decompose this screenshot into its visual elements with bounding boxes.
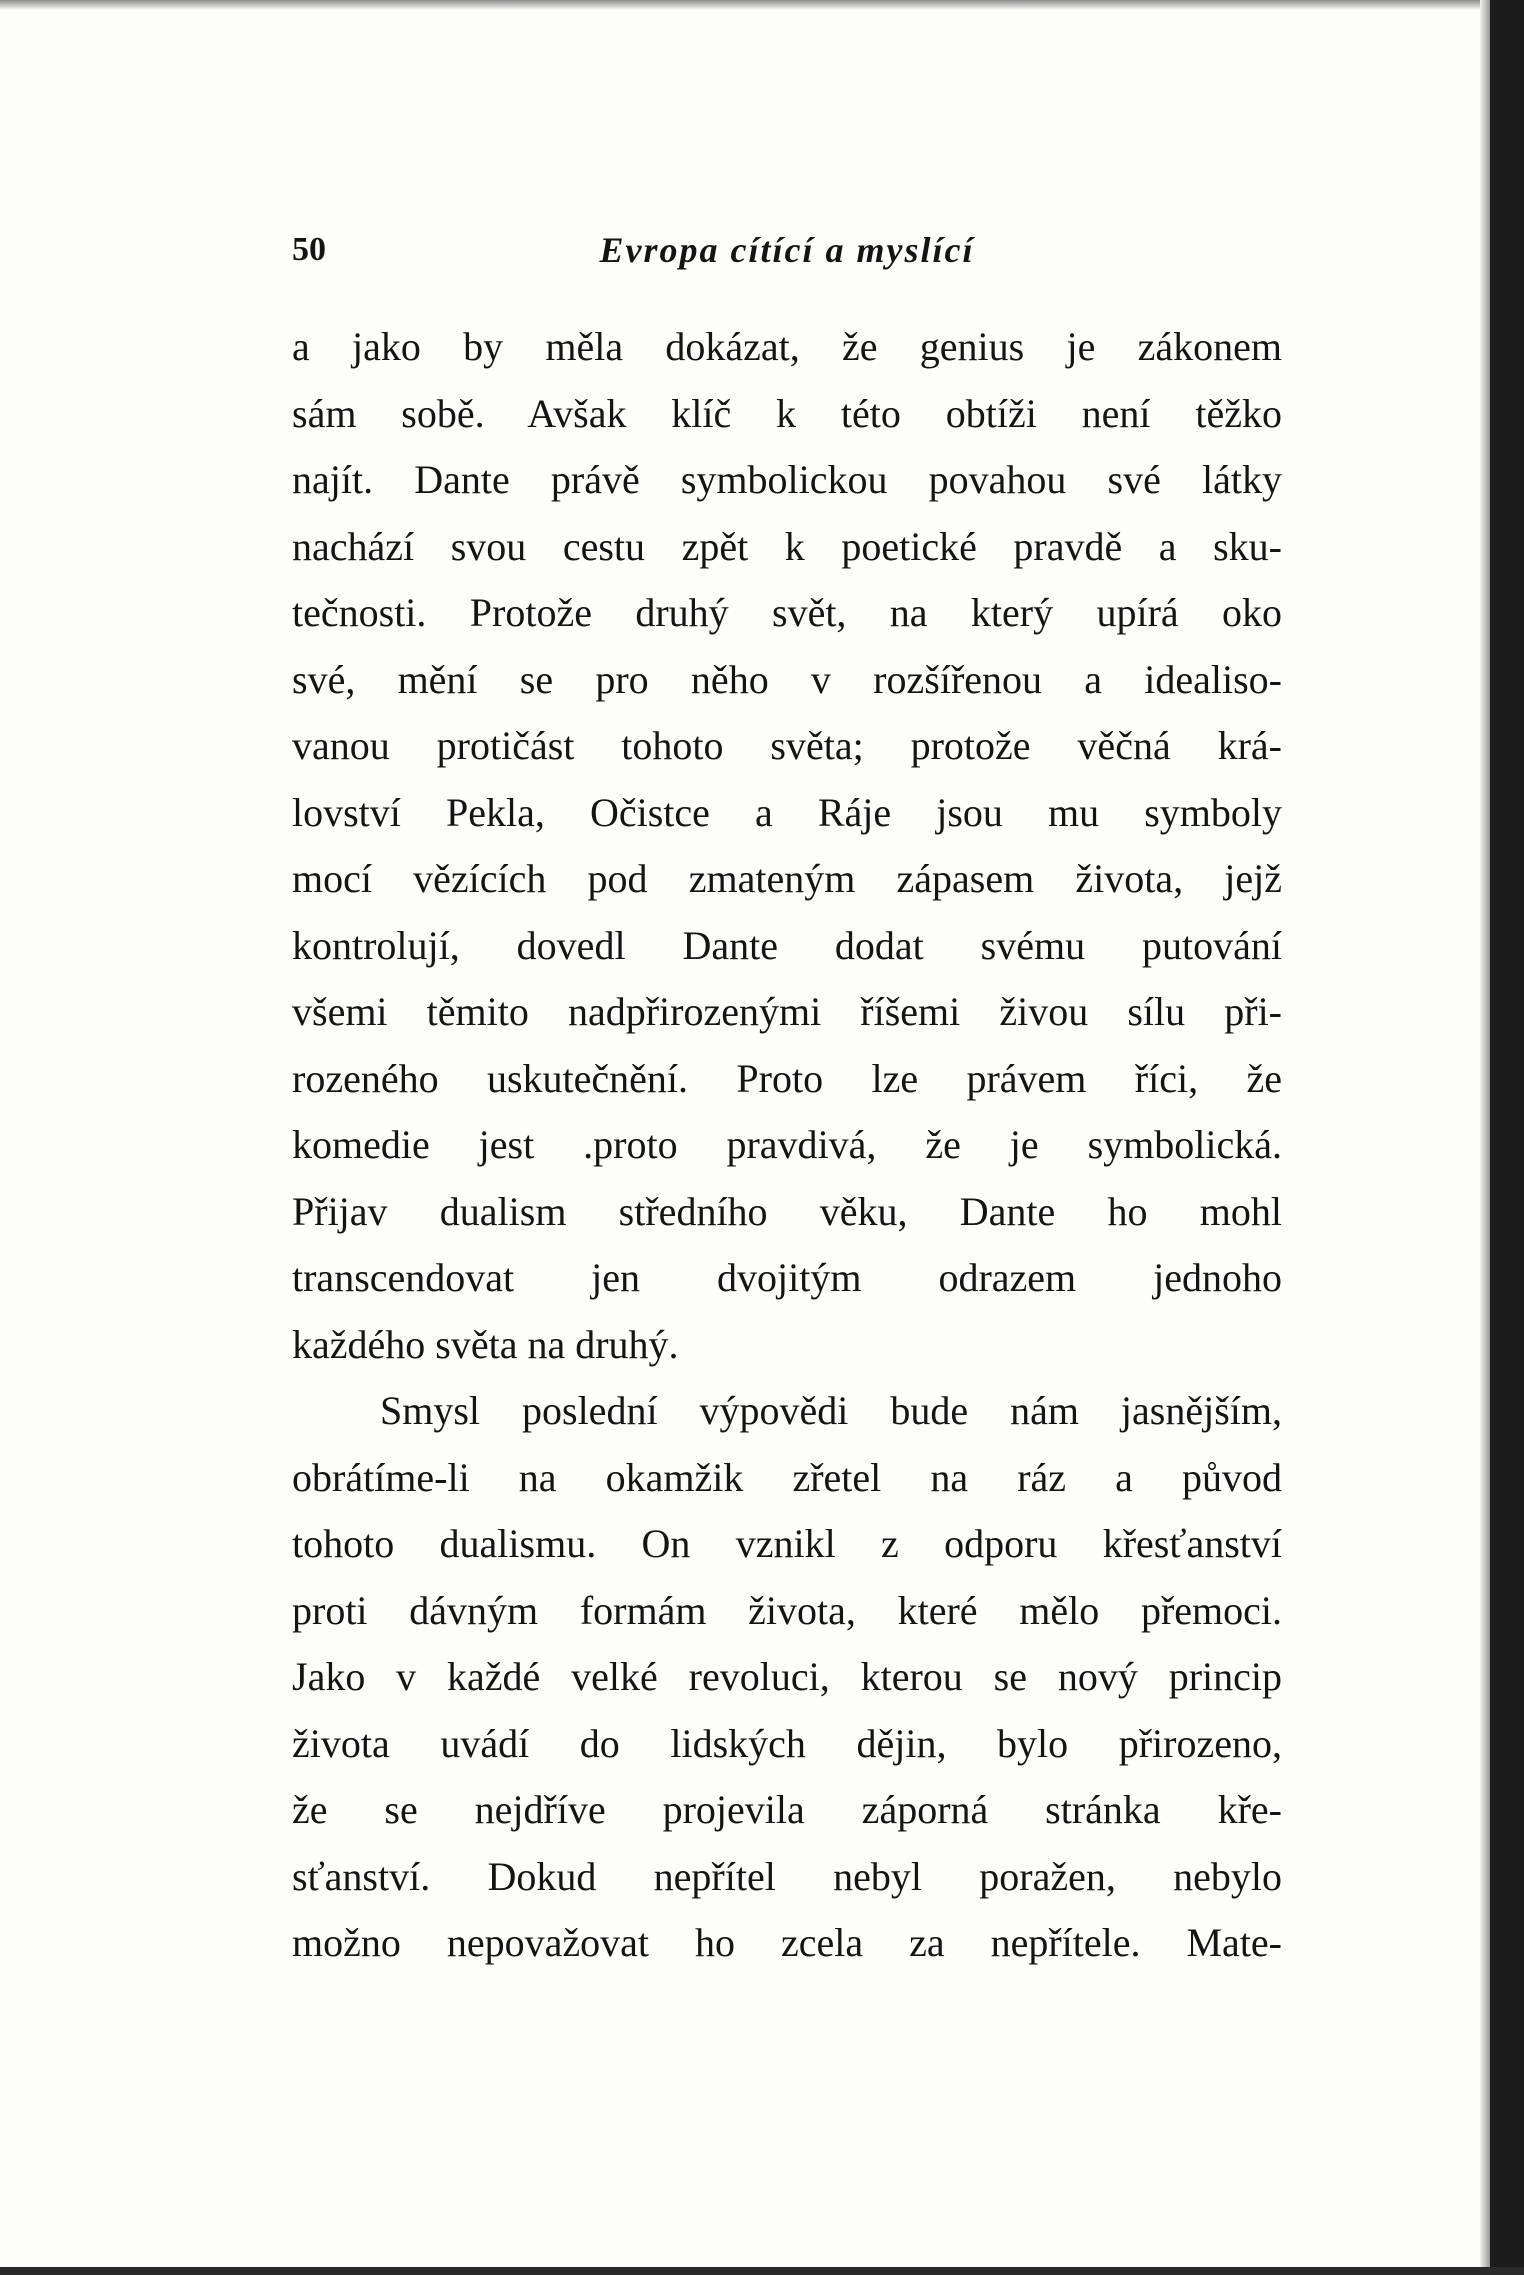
text-line: života uvádí do lidských dějin, bylo přirozeno, [292,1720,1282,1766]
text-line: tečnosti. Protože druhý svět, na který upírá oko [292,590,1282,635]
running-title: Evropa cítící a myslící [599,230,975,270]
page-header [292,225,1282,275]
text-line: najít. Dante právě symbolickou povahou své látky [292,457,1282,502]
text-line: kontrolují, dovedl Dante dodat svému putování [292,922,1282,968]
text-line: všemi těmito nadpřirozenými říšemi živou sílu při- [292,989,1282,1034]
text-line: že se nejdříve projevila záporná stránka kře- [292,1787,1282,1832]
text-line: Přijav dualism středního věku, Dante ho mohl [292,1188,1282,1234]
text-line: obrátíme-li na okamžik zřetel na ráz a původ [292,1454,1282,1500]
scan-top-edge [0,0,1524,10]
scan-right-edge [1490,0,1524,2275]
text-line: rozeného uskutečnění. Proto lze právem říci, že [292,1055,1282,1101]
body-text [292,314,1282,1977]
text-line: a jako by měla dokázat, že genius je zákonem [292,324,1282,369]
page-number: 50 [292,231,326,268]
paragraph-first-line: Smysl poslední výpovědi bude nám jasnějším, [380,1388,1282,1433]
text-line: sám sobě. Avšak klíč k této obtíži není těžko [292,390,1282,436]
text-line: komedie jest .proto pravdivá, že je symbolická. [292,1122,1282,1167]
text-line: své, mění se pro něho v rozšířenou a idealiso- [292,656,1282,702]
text-line: proti dávným formám života, které mělo přemoci. [292,1587,1282,1633]
text-line: vanou protičást tohoto světa; protože věčná krá- [292,723,1282,768]
text-line: lovství Pekla, Očistce a Ráje jsou mu symboly [292,789,1282,835]
scan-bottom-edge [0,2267,1524,2275]
text-line: možno nepovažovat ho zcela za nepřítele. Mate- [292,1920,1282,1965]
text-line: mocí vězících pod zmateným zápasem života, jejž [292,856,1282,901]
page-edge-shadow [1480,0,1490,2275]
text-line: tohoto dualismu. On vznikl z odporu křesťanství [292,1521,1282,1566]
text-line: transcendovat jen dvojitým odrazem jednoho [292,1255,1282,1300]
text-line: Jako v každé velké revoluci, kterou se nový princip [292,1654,1282,1699]
text-line: nachází svou cestu zpět k poetické pravdě a sku- [292,523,1282,569]
text-line: sťanství. Dokud nepřítel nebyl poražen, nebylo [292,1853,1282,1899]
paragraph-last-line: každého světa na druhý. [292,1321,679,1367]
